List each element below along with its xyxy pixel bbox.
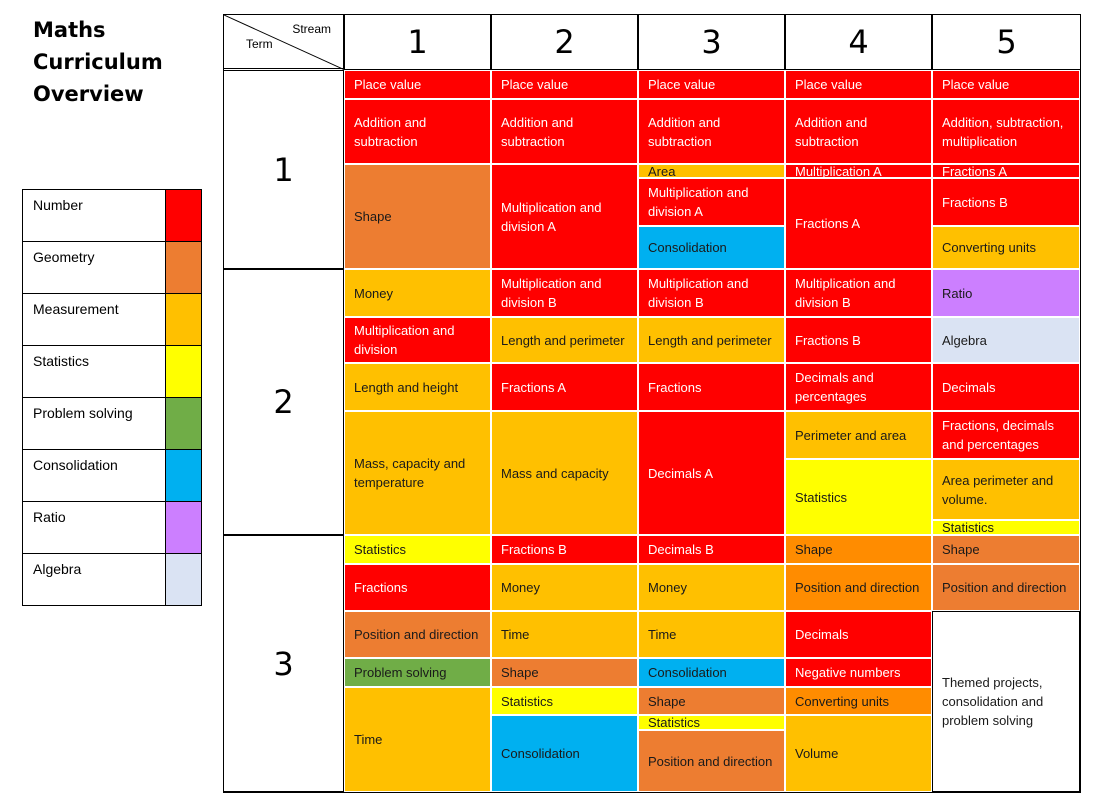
curriculum-cell: Time (638, 611, 785, 658)
curriculum-cell: Position and direction (344, 611, 491, 658)
legend-row (23, 190, 202, 242)
legend-row (23, 398, 202, 450)
curriculum-cell: Multiplication and division A (491, 164, 638, 269)
stream-header: 4 (785, 14, 932, 70)
curriculum-cell: Addition and subtraction (785, 99, 932, 164)
curriculum-cell: Converting units (932, 226, 1080, 269)
curriculum-cell: Fractions, decimals and percentages (932, 411, 1080, 459)
curriculum-cell: Decimals B (638, 535, 785, 564)
term-cell: 1 (223, 70, 344, 269)
legend-row (23, 502, 202, 554)
legend-label: Measurement (23, 294, 166, 346)
curriculum-cell: Place value (344, 70, 491, 99)
curriculum-cell: Negative numbers (785, 658, 932, 687)
curriculum-cell: Fractions (344, 564, 491, 611)
term-cell: 2 (223, 269, 344, 535)
curriculum-cell: Money (344, 269, 491, 317)
curriculum-cell: Place value (785, 70, 932, 99)
curriculum-cell: Multiplication A (785, 164, 932, 178)
curriculum-cell: Fractions A (932, 164, 1080, 178)
curriculum-cell: Mass, capacity and temperature (344, 411, 491, 535)
curriculum-cell: Place value (932, 70, 1080, 99)
curriculum-cell: Time (344, 687, 491, 792)
stream-header: 5 (932, 14, 1081, 70)
curriculum-cell: Length and height (344, 363, 491, 411)
legend-swatch (165, 502, 201, 554)
legend-row (23, 242, 202, 294)
stream-header: 3 (638, 14, 785, 70)
legend-label: Problem solving (23, 398, 166, 450)
legend-row (23, 554, 202, 606)
curriculum-cell: Position and direction (932, 564, 1080, 611)
curriculum-cell: Place value (638, 70, 785, 99)
legend-swatch (165, 294, 201, 346)
curriculum-cell: Money (638, 564, 785, 611)
legend-swatch (165, 398, 201, 450)
legend-swatch (165, 242, 201, 294)
curriculum-cell: Addition, subtraction, multiplication (932, 99, 1080, 164)
legend (22, 189, 202, 606)
curriculum-cell: Place value (491, 70, 638, 99)
curriculum-cell: Statistics (785, 459, 932, 535)
stream-label: Stream (292, 22, 331, 36)
curriculum-cell: Length and perimeter (638, 317, 785, 363)
curriculum-cell: Multiplication and division B (785, 269, 932, 317)
stream-header: 1 (344, 14, 491, 70)
curriculum-cell: Shape (491, 658, 638, 687)
curriculum-cell: Mass and capacity (491, 411, 638, 535)
curriculum-cell: Fractions A (491, 363, 638, 411)
legend-label: Ratio (23, 502, 166, 554)
curriculum-cell: Fractions B (932, 178, 1080, 226)
header-corner (223, 14, 344, 69)
curriculum-cell: Decimals (932, 363, 1080, 411)
legend-row (23, 346, 202, 398)
curriculum-cell: Multiplication and division (344, 317, 491, 363)
curriculum-cell: Shape (344, 164, 491, 269)
curriculum-cell: Position and direction (638, 730, 785, 792)
legend-swatch (165, 554, 201, 606)
legend-label: Geometry (23, 242, 166, 294)
curriculum-cell: Shape (785, 535, 932, 564)
curriculum-cell: Length and perimeter (491, 317, 638, 363)
curriculum-cell: Multiplication and division B (491, 269, 638, 317)
curriculum-cell: Addition and subtraction (638, 99, 785, 164)
curriculum-cell: Decimals and percentages (785, 363, 932, 411)
curriculum-cell: Shape (638, 687, 785, 715)
curriculum-cell: Statistics (344, 535, 491, 564)
term-cell: 3 (223, 535, 344, 792)
curriculum-cell: Decimals A (638, 411, 785, 535)
curriculum-cell: Statistics (932, 520, 1080, 535)
legend-label: Number (23, 190, 166, 242)
curriculum-cell: Statistics (638, 715, 785, 730)
curriculum-cell: Fractions B (785, 317, 932, 363)
curriculum-cell: Statistics (491, 687, 638, 715)
curriculum-cell: Themed projects, consolidation and problem solving (932, 611, 1080, 792)
legend-label: Algebra (23, 554, 166, 606)
curriculum-cell: Multiplication and division B (638, 269, 785, 317)
curriculum-cell: Area (638, 164, 785, 178)
curriculum-cell: Fractions (638, 363, 785, 411)
page-title: Maths Curriculum Overview (33, 18, 163, 106)
curriculum-cell: Algebra (932, 317, 1080, 363)
curriculum-cell: Addition and subtraction (491, 99, 638, 164)
curriculum-cell: Converting units (785, 687, 932, 715)
curriculum-cell: Consolidation (491, 715, 638, 792)
curriculum-cell: Fractions B (491, 535, 638, 564)
curriculum-cell: Fractions A (785, 178, 932, 269)
curriculum-cell: Decimals (785, 611, 932, 658)
curriculum-cell: Time (491, 611, 638, 658)
legend-swatch (165, 190, 201, 242)
legend-row (23, 450, 202, 502)
curriculum-cell: Perimeter and area (785, 411, 932, 459)
curriculum-cell: Consolidation (638, 226, 785, 269)
legend-row (23, 294, 202, 346)
legend-swatch (165, 346, 201, 398)
curriculum-cell: Multiplication and division A (638, 178, 785, 226)
curriculum-cell: Volume (785, 715, 932, 792)
curriculum-cell: Problem solving (344, 658, 491, 687)
term-label: Term (246, 37, 273, 51)
curriculum-cell: Ratio (932, 269, 1080, 317)
legend-label: Consolidation (23, 450, 166, 502)
curriculum-grid (223, 14, 1081, 793)
curriculum-cell: Money (491, 564, 638, 611)
curriculum-cell: Shape (932, 535, 1080, 564)
curriculum-cell: Position and direction (785, 564, 932, 611)
stream-header: 2 (491, 14, 638, 70)
legend-swatch (165, 450, 201, 502)
curriculum-cell: Consolidation (638, 658, 785, 687)
curriculum-cell: Addition and subtraction (344, 99, 491, 164)
curriculum-cell: Area perimeter and volume. (932, 459, 1080, 520)
legend-label: Statistics (23, 346, 166, 398)
